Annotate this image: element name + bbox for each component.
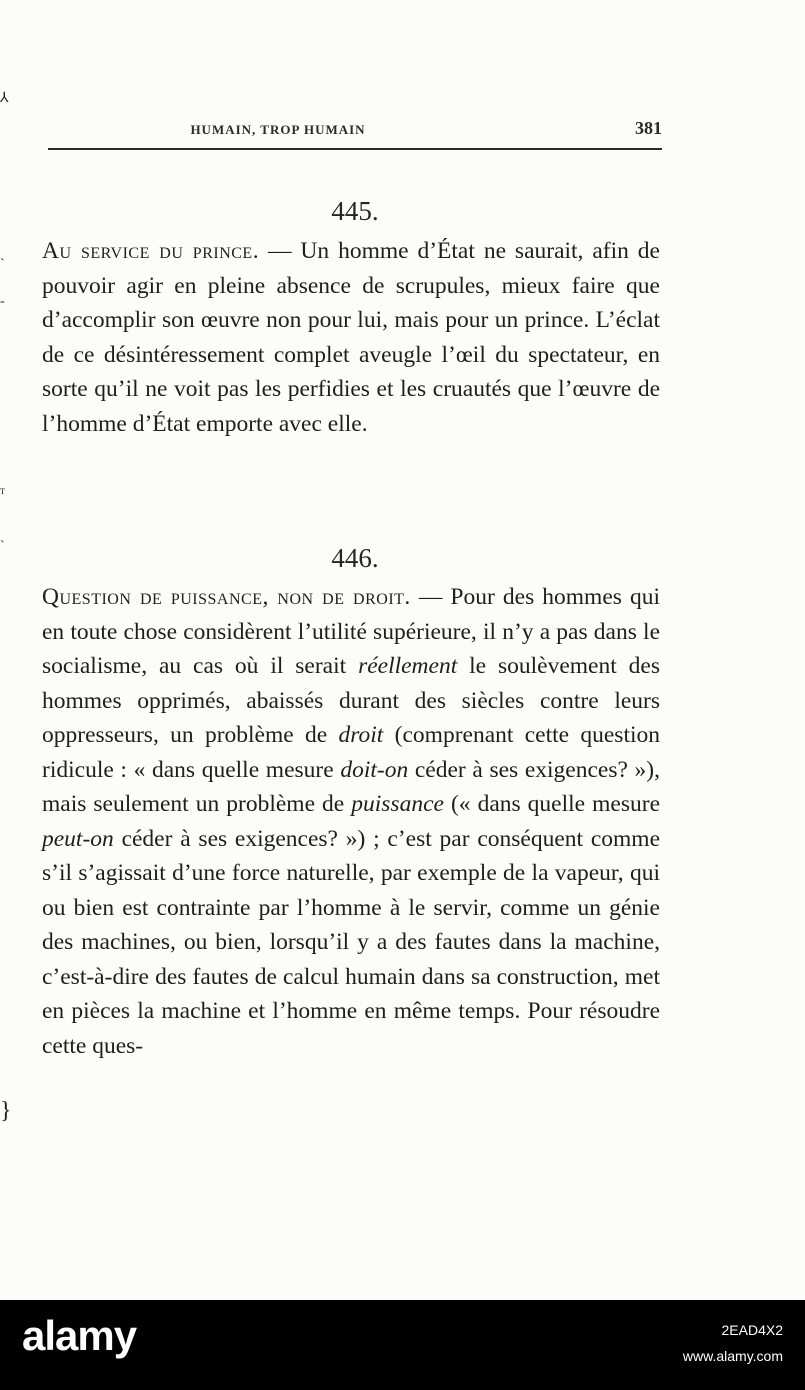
margin-mark: - [0, 294, 5, 309]
section-body: — Un homme d’État ne saurait, afin de pouvoir agir en pleine absence de scrupules, mieux faire que d’accomplir son œuvre non pour lui, mais pour un prince. L’éclat de ce désintéressement complet aveugle l’œil du spectateur, en sorte qu’il ne voit pas les perfidies et les cruautés que l’œuvre de l’homme d’État emporte avec elle. [42, 238, 660, 437]
margin-mark: ˋ [0, 539, 5, 554]
emphasis-text: droit [338, 722, 384, 748]
section-paragraph [42, 234, 660, 441]
running-title: HUMAIN, TROP HUMAIN [190, 122, 366, 137]
emphasis-text: puissance [351, 791, 444, 817]
section-number: 446. [331, 543, 379, 573]
watermark-bar [0, 1300, 805, 1390]
page-number: 381 [635, 118, 662, 138]
section-lead: Au service du prince. [42, 238, 260, 264]
margin-mark: ᵀ [0, 487, 6, 502]
header-rule [48, 148, 662, 150]
emphasis-text: peut-on [42, 825, 114, 852]
body-text: le soulèvement des hommes opprimés, abaissés durant des siècles contre leurs oppresseurs, un problème de [42, 653, 660, 748]
brand-logo: alamy [22, 1312, 137, 1359]
emphasis-text: réellement [358, 653, 458, 679]
image-id: 2EAD4X2 [721, 1322, 783, 1338]
section-number: 445. [331, 196, 379, 226]
body-text: (comprenant cette question ridicule : « dans quelle mesure [42, 722, 661, 783]
running-header [48, 118, 662, 148]
margin-mark: ⅄ [0, 91, 9, 106]
margin-mark: } [0, 1098, 12, 1124]
margin-mark: ˋ [0, 257, 5, 272]
body-text: céder à ses exigences? ») ; c’est par conséquent comme s’il s’agissait d’une force naturelle, par exemple de la vapeur, qui ou bien est contrainte par l’homme à le servir, comme un génie des machines, ou bien, lorsqu’il y a des fautes dans la machine, c’est-à-dire des fautes de calcul humain dans sa construction, met en pièces la machine et l’homme en même temps. Pour résoudre cette ques- [42, 825, 660, 1059]
site-url: www.alamy.com [682, 1348, 783, 1364]
section-paragraph [42, 580, 660, 1063]
section-lead: Question de puissance, non de droit. [42, 584, 411, 610]
body-text: céder à ses exigences? »), mais seulement un problème de [42, 756, 660, 817]
emphasis-text: doit-on [340, 756, 409, 783]
body-text: (« dans quelle mesure [443, 791, 660, 817]
body-text: — Pour des hommes qui en toute chose considèrent l’utilité supérieure, il n’y a pas dans le socialisme, au cas où il serait [42, 584, 661, 679]
